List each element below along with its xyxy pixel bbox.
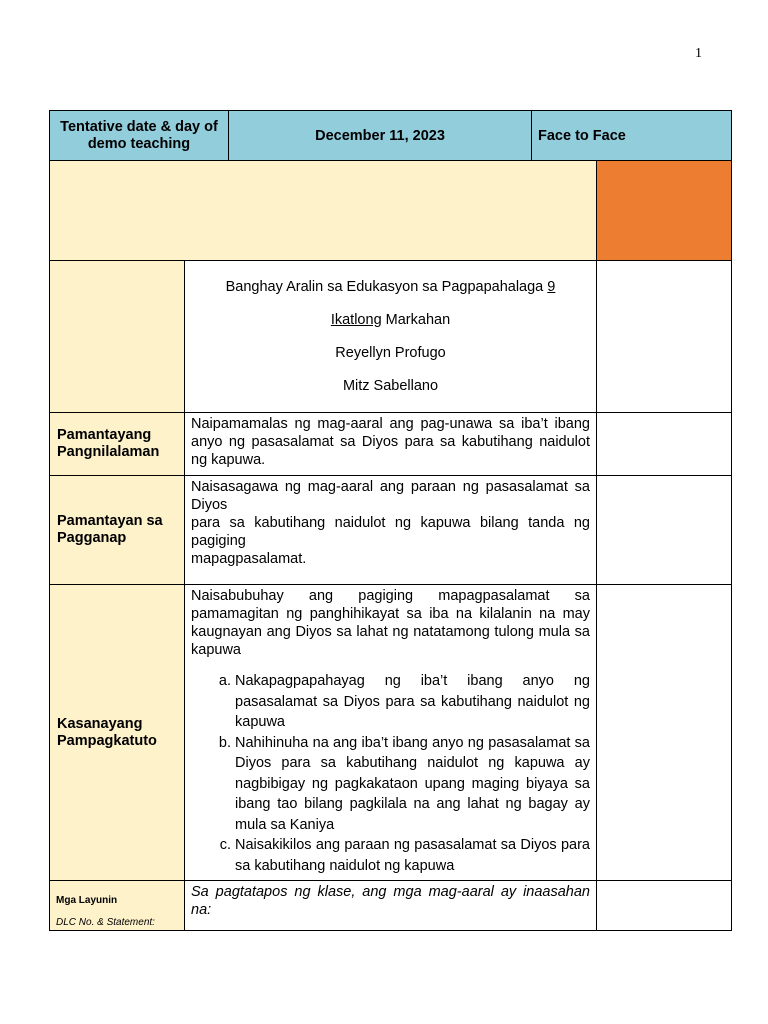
title-label-cell xyxy=(50,261,185,413)
grade-level: 9 xyxy=(547,278,556,295)
objectives-side xyxy=(597,881,732,931)
author-2: Mitz Sabellano xyxy=(342,377,439,394)
competency-list xyxy=(191,671,590,876)
title-side-cell xyxy=(597,261,732,413)
learning-competency-text xyxy=(185,585,597,881)
orange-block xyxy=(597,161,732,261)
dlc-label: DLC No. & Statement: xyxy=(56,917,155,928)
performance-standard-text xyxy=(185,476,597,585)
performance-standard-row xyxy=(50,476,732,585)
performance-line-3: mapagpasalamat. xyxy=(191,551,307,567)
content-standard-text: Naipamamalas ng mag-aaral ang pag-unawa sa iba’t ibang anyo ng pasasalamat sa Diyos para sa kabutihang naidulot ng kapuwa. xyxy=(185,413,597,476)
date-label-cell xyxy=(50,111,229,161)
objectives-label-cell xyxy=(50,881,185,931)
teaching-mode: Face to Face xyxy=(538,127,626,144)
performance-line-1: Naisasagawa ng mag-aaral ang paraan ng pasasalamat sa Diyos xyxy=(191,479,590,513)
competency-item-c: c. Naisakikilos ang paraan ng pasasalamat sa Diyos para sa kabutihang naidulot ng kapuwa xyxy=(235,835,590,876)
content-standard-side xyxy=(597,413,732,476)
objectives-row xyxy=(50,881,732,931)
page-number: 1 xyxy=(695,46,702,61)
date-label: Tentative date & day of demo teaching xyxy=(60,118,218,152)
banner-row xyxy=(50,161,732,261)
objectives-text: Sa pagtatapos ng klase, ang mga mag-aaral ay inaasahan na: xyxy=(185,881,597,931)
subject-title xyxy=(185,271,596,304)
content-standard-label: Pamantayang Pangnilalaman xyxy=(50,413,185,476)
date-cell xyxy=(229,111,532,161)
banner-cell xyxy=(50,161,597,261)
competency-item-a: a. Nakapagpapahayag ng iba’t ibang anyo ng pasasalamat sa Diyos para sa kabutihang naidulot ng kapuwa xyxy=(235,671,590,733)
learning-competency-side xyxy=(597,585,732,881)
mode-cell xyxy=(532,111,732,161)
author-1: Reyellyn Profugo xyxy=(335,344,446,361)
performance-standard-side xyxy=(597,476,732,585)
objectives-label: Mga Layunin xyxy=(56,895,118,906)
demo-date: December 11, 2023 xyxy=(315,127,445,144)
competency-item-b: b. Nahihinuha na ang iba’t ibang anyo ng pasasalamat sa Diyos para sa kabutihang naidulot ng kapuwa ay nagbibigay ng pagkakataon upang maging biyaya sa ibang tao bilang pagkilala na ang lahat ng bagay ay mula sa Kaniya xyxy=(235,733,590,836)
learning-competency-row xyxy=(50,585,732,881)
performance-line-2: para sa kabutihang naidulot ng kapuwa bilang tanda ng pagiging xyxy=(191,515,590,549)
competency-intro: Naisabubuhay ang pagiging mapagpasalamat sa pamamagitan ng panghihikayat sa iba na kilalanin na may kaugnayan ang Diyos sa lahat ng natatamong tulong mula sa kapuwa xyxy=(191,588,590,658)
header-table xyxy=(49,110,732,161)
subject-title-text: Banghay Aralin sa Edukasyon sa Pagpapahalaga xyxy=(225,278,548,295)
quarter-word: Markahan xyxy=(381,311,451,328)
content-standard-row xyxy=(50,413,732,476)
lesson-plan-table xyxy=(49,160,732,931)
performance-standard-label: Pamantayan sa Pagganap xyxy=(50,476,185,585)
title-block xyxy=(185,261,597,413)
title-row xyxy=(50,261,732,413)
learning-competency-label: Kasanayang Pampagkatuto xyxy=(50,585,185,881)
quarter-name: Ikatlong xyxy=(330,311,382,328)
quarter-title xyxy=(185,304,596,337)
